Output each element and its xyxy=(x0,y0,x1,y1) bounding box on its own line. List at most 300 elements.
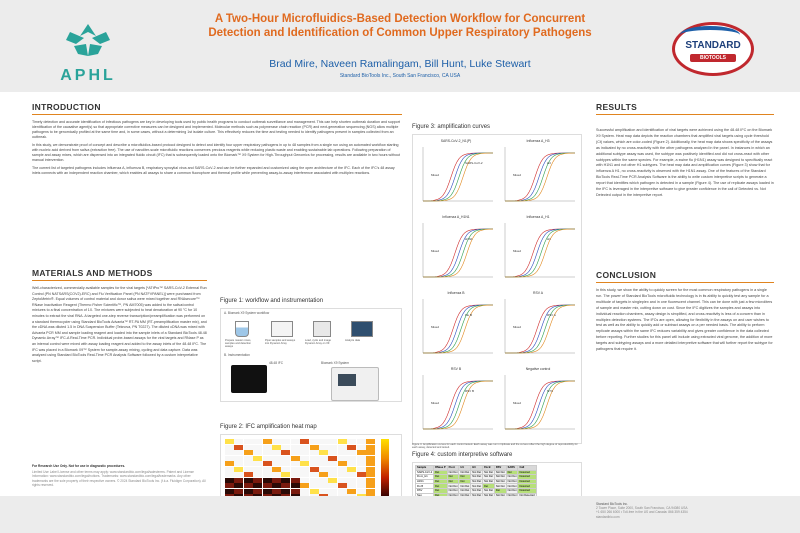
heatmap-cell xyxy=(272,478,281,483)
heatmap-cell xyxy=(338,483,347,488)
heatmap-cell xyxy=(272,456,281,461)
heatmap-cell xyxy=(328,489,337,494)
amplification-curve xyxy=(423,305,493,353)
heatmap-cell xyxy=(291,489,300,494)
table-cell: Not Det xyxy=(472,489,482,493)
table-cell: Not Det xyxy=(495,480,505,484)
introduction-p3: The current list of targeted pathogens includes influenza A, influenza B, respiratory syncytial virus and SARS-CoV-2 and can be further expanded and customized using the open architecture of the IFC. Each of the IFC's 48 assay inlets connects with an independent reaction chamber, which enables all assays to share a common fluorophore and thermal profile while preventing assay-to-assay interference associated with multiplex reactions. xyxy=(32,166,395,175)
heatmap-cell xyxy=(281,478,290,483)
heatmap-cell xyxy=(253,472,262,477)
heatmap-legend xyxy=(381,439,389,497)
heatmap-cell xyxy=(291,445,300,450)
table-header-cell: H3 xyxy=(471,466,483,471)
heatmap-cell xyxy=(300,478,309,483)
amplification-curve xyxy=(505,305,575,353)
heatmap-cell xyxy=(281,461,290,466)
amplification-curve xyxy=(505,305,575,353)
biomark-x9-system xyxy=(331,367,379,401)
heatmap-cell xyxy=(253,467,262,472)
heatmap-cell xyxy=(281,483,290,488)
heatmap-cell xyxy=(234,450,243,455)
curve-label: NTC xyxy=(547,389,554,393)
heatmap-cell xyxy=(225,445,234,450)
table-cell: Flu B xyxy=(416,484,434,489)
heatmap-cell xyxy=(328,467,337,472)
curve-plot xyxy=(417,295,495,357)
heatmap-cell xyxy=(291,478,300,483)
heatmap-cell xyxy=(291,456,300,461)
heatmap-cell xyxy=(244,439,253,444)
table-cell: Detected xyxy=(518,488,536,493)
heatmap-cell xyxy=(347,450,356,455)
heatmap-cell xyxy=(328,478,337,483)
table-cell: Flu A_H1 xyxy=(416,475,434,480)
curve-plot xyxy=(499,371,577,433)
heatmap-cell xyxy=(234,445,243,450)
table-cell: Det xyxy=(494,488,506,493)
heatmap-cell xyxy=(310,450,319,455)
results-rule xyxy=(596,114,774,115)
figure3-curves xyxy=(412,134,582,444)
curve-panel xyxy=(417,215,495,287)
heatmap-cell xyxy=(328,461,337,466)
heatmap-cell xyxy=(234,478,243,483)
heatmap-cell xyxy=(281,456,290,461)
amplification-curve xyxy=(423,229,493,277)
heatmap-cell xyxy=(338,456,347,461)
heatmap-cell xyxy=(244,478,253,483)
heatmap-cell xyxy=(347,439,356,444)
heatmap-cell xyxy=(357,456,366,461)
heatmap-cell xyxy=(263,461,272,466)
aphl-emblem-icon xyxy=(58,22,118,62)
logo-text: STANDARD xyxy=(685,40,741,51)
results-p1: Successful amplification and identification of viral targets were achieved using the 48.48 IFC on the Biomark X9 System. Heat map data depicts the reaction chambers that amplified viral targets using cycle threshold (Ct) values, which are color-coded (Figure 2). Additionally, the heat map data shows specificity of the assays as indicated by no cross-reactivity with the other pathogens analyzed in the panel. In instances in which an additional subtype assay was used, the subtype was positively identified and did not cross-react with other subtypes within the same species. For example, a swine flu (H1N1) assay was designed to specifically react with H1N1 and not other H1 subtypes. The heat map data and amplification curves (Figure 3) show that for influenza A H1, no cross-reactivity is observed with the H1N1 assay. One of the features of the Standard BioTools Real-Time PCR Analysis Software is the ability to write custom interpretive scripts to generate a report that identifies which pathogen is detected in a sample (Figure 4). The use of replicate assays loaded in the IFC is leveraged in the interpretive software to give greater confidence in the call of Detected vs. Not Detected output in the interpretive report. xyxy=(596,128,774,197)
heatmap-cell xyxy=(310,439,319,444)
introduction-p2: In this study, we demonstrate proof of concept and describe a microfluidics-based protocol designed to detect and identify four upper respiratory pathogens in up to 48 samples from a single run using an automated workflow starting with nucleic acid derived from saliva (extraction free). The use of nanoliter-scale microfluidic reactions conserves precious reagents while reducing plastic waste and enabling sustainable lab operations. Following preparation of sample and assay mixes, which are dispensed into an integrated fluidic circuit (IFC) that is subsequently loaded onto the Biomark™ X9 System for High-Throughput Genomics for processing, results are available in two hours without manual intervention. xyxy=(32,143,400,162)
heatmap-cell xyxy=(357,478,366,483)
heatmap-cell xyxy=(253,450,262,455)
curve-panel-title: Influenza B xyxy=(447,291,465,295)
table-cell: Not Det xyxy=(507,475,517,479)
amplification-curve xyxy=(423,229,493,277)
curve-label: SARS-CoV-2 xyxy=(465,161,483,165)
ruo-notice: For Research Use Only. Not for use in diagnostic procedures. xyxy=(32,464,126,468)
table-cell: Not Det xyxy=(460,484,470,488)
heatmap-cell xyxy=(263,478,272,483)
table-cell: Det xyxy=(434,484,448,489)
table-cell: Det xyxy=(434,479,448,484)
table-cell: Det xyxy=(434,475,448,480)
table-cell: Detected xyxy=(518,470,536,475)
heatmap-cell xyxy=(328,483,337,488)
table-cell: Detected xyxy=(518,484,536,489)
table-cell: Not Det xyxy=(484,489,493,493)
heatmap-cell xyxy=(319,445,328,450)
table-header-cell: RNase P xyxy=(435,466,446,470)
heatmap-cell xyxy=(319,461,328,466)
heatmap-cell xyxy=(357,439,366,444)
figure2-title: Figure 2: IFC amplification heat map xyxy=(220,424,317,430)
curve-plot xyxy=(417,143,495,205)
heatmap-cell xyxy=(328,450,337,455)
conclusion-p1: In this study, we show the ability to quickly screen for the most common respiratory pathogens in a single run. The power of Standard BioTools microfluidic technology is in its ability to quickly test any sample for a multitude of targets in singleplex and in one fluorescent channel. This can be done with just a few microliters of sample and master mix, cutting down on cost. Since the IFC digitizes the samples and assays into individual reaction chambers, assay design is simplified, and cross-reactivity is less of a concern than in multiplex detection systems. The IFCs are open, allowing for flexibility in the assays on and user wishes to test as well as the ability to quickly add or subtract assays on a per needed basis. The ability to perform replicate assays within the same IFC reduces variability and gives greater confidence in the data collected before reporting. Further studies for this panel will include using extracted viral genome, the addition of more targets and subtyping assays and a more detailed interpretive software that will further report the subtype for pathogens that require it. xyxy=(596,288,773,352)
company-phone: +1 650 266 6000 • Toll-free in the US and Canada: 866 359 4354 xyxy=(596,510,688,515)
heatmap-cell xyxy=(253,489,262,494)
heatmap-cell xyxy=(319,450,328,455)
heatmap-cell xyxy=(366,456,375,461)
heatmap-cell xyxy=(300,489,309,494)
heatmap-cell xyxy=(234,489,243,494)
heatmap-cell xyxy=(272,450,281,455)
standard-biotools-logo xyxy=(672,22,752,74)
methods-heading: MATERIALS AND METHODS xyxy=(32,268,153,278)
heatmap-cell xyxy=(272,445,281,450)
heatmap-cell xyxy=(300,456,309,461)
heatmap-cell xyxy=(310,456,319,461)
footer-right xyxy=(596,502,774,519)
logo-subtext: BIOTOOLS xyxy=(690,54,736,62)
curve-label: H3 xyxy=(547,161,551,165)
table-cell: Not Det xyxy=(484,480,493,484)
heatmap-cell xyxy=(319,489,328,494)
heatmap-cell xyxy=(338,461,347,466)
amplification-curve xyxy=(505,305,575,353)
heatmap-cell xyxy=(234,467,243,472)
figure1-title: Figure 1: workflow and instrumentation xyxy=(220,298,324,304)
heatmap-cell xyxy=(244,445,253,450)
table-header-cell: Sample xyxy=(416,466,434,471)
title-line-1: A Two-Hour Microfluidics-Based Detection Workflow for Concurrent xyxy=(214,13,586,25)
interpretive-table xyxy=(415,465,537,498)
heatmap-cell xyxy=(263,467,272,472)
heatmap-cell xyxy=(234,483,243,488)
heatmap-cell xyxy=(253,439,262,444)
table-cell: SARS-CoV-2 xyxy=(417,470,433,474)
heatmap-cell xyxy=(310,489,319,494)
heatmap-cell xyxy=(225,467,234,472)
heatmap-cell xyxy=(263,445,272,450)
table-cell: Det xyxy=(459,475,471,480)
introduction-p1: Timely detection and accurate identification of infectious pathogens are key in developing tools used by public health programs to conduct outbreak surveillance and management. This can help shorten outbreak duration and support identification of the causative agent(s) so that appropriate corrective measures can be designed and implemented. Molecular methods such as polymerase chain reaction (PCR) and next-generation sequencing (NGS) allow multiple pathogens to be genomically profiled at the same time and, in some cases, without a determining 1st isolate culture. This effectively reduces the time and testing needed to identify pathogens present in samples collected from an outbreak. xyxy=(32,120,400,139)
amplification-curve xyxy=(505,381,575,429)
heatmap-cell xyxy=(281,439,290,444)
heatmap-cell xyxy=(291,483,300,488)
heatmap-cell xyxy=(357,445,366,450)
table-cell: Det xyxy=(483,484,495,489)
heatmap-cell xyxy=(310,472,319,477)
heatmap-cell xyxy=(225,461,234,466)
table-header-cell: Flu A xyxy=(447,466,459,471)
heatmap-cell xyxy=(328,439,337,444)
figure1-panel xyxy=(220,308,402,402)
heatmap-cell xyxy=(253,461,262,466)
curve-panel xyxy=(499,367,577,439)
table-cell: Not Det xyxy=(507,489,517,493)
heatmap-cell xyxy=(347,478,356,483)
curve-panel xyxy=(499,139,577,211)
heatmap-cell xyxy=(310,483,319,488)
methods-p1: Well-characterized, commercially available samples for the viral targets [*ATtPro™ SARS-CoV-2 External Run Control (PN NATSARS(COV2)-ERC) and Flu Verification Panel (PN NATFVPANEL)] were purchased from ZeptoMetrix®. Equal volumes of control material and donor saliva were mixed together and RNAsecure™ RNase Inactivation Reagent (Thermo Fisher Scientific™, PN AM7005) was added to the saliva/control mixtures to a final concentration of 1X. The mixtures were subjected to heat denaturation at 90 °C for 10 minutes to extract the viral RNA. A targeted one-step reverse transcription/preamplification was performed on a standard thermocycler using Standard BioTools Advanta™ RT-PA MM (RT-preamplification master mix), and the cDNA was diluted 1.5 in DNA Suspension Buffer (Teknova, PN T0227). The diluted cDNA was mixed with Advanta PCR MM and sample loading reagent and loaded into the sample inlets of a Standard BioTools 48.48 Dynamic Array™ IFC-A Real-Time PCR. Individual probe-based assays for the viral targets and RNase P as an internal control were mixed with assay loading reagent and added to the assay inlets of the 48.48 IFC. The IFC was placed in a Biomark X9™ System for sample-assay mixing, cycling and data capture. Data was analyzed using Standard BioTools Real-Time PCR Analysis Software followed by a custom interpretative script. xyxy=(32,286,207,363)
ifc-chip xyxy=(231,365,267,393)
table-header-cell: RSV xyxy=(494,466,506,471)
heatmap-cell xyxy=(291,450,300,455)
heatmap-cell xyxy=(244,461,253,466)
conclusion-rule xyxy=(596,282,774,283)
heatmap-cell xyxy=(300,445,309,450)
curve-plot xyxy=(499,143,577,205)
workflow-step-1: Prepare master mixes, samples and detection assays xyxy=(225,321,259,349)
heatmap-cell xyxy=(244,450,253,455)
heatmap-cell xyxy=(300,467,309,472)
table-cell: Det xyxy=(506,470,518,475)
introduction-text xyxy=(32,120,402,176)
heatmap-cell xyxy=(338,445,347,450)
heatmap-cell xyxy=(357,450,366,455)
heatmap-cell xyxy=(310,467,319,472)
heatmap-cell xyxy=(281,450,290,455)
heatmap-cell xyxy=(357,472,366,477)
heatmap-cell xyxy=(338,467,347,472)
curve-label: H1 xyxy=(547,237,551,241)
heatmap-cell xyxy=(244,489,253,494)
ifc-label: 48.48 IFC xyxy=(269,361,283,365)
table-cell: Not Det xyxy=(448,470,458,474)
table-cell: Detected xyxy=(518,475,536,480)
heatmap-cell xyxy=(263,450,272,455)
curve-label: H1N1 xyxy=(465,237,473,241)
heatmap-cell xyxy=(357,489,366,494)
heatmap-cell xyxy=(338,439,347,444)
curve-label: Mixed xyxy=(431,173,440,177)
table-cell: Det xyxy=(447,479,459,484)
curve-panel-title: Negative control xyxy=(525,367,551,371)
pipette-icon xyxy=(271,321,293,337)
heatmap-cell xyxy=(272,472,281,477)
heatmap-cell xyxy=(319,439,328,444)
heatmap-cell xyxy=(347,472,356,477)
heatmap-cell xyxy=(328,472,337,477)
heatmap-cell xyxy=(300,483,309,488)
curve-label: RSV B xyxy=(465,389,475,393)
heatmap-cell xyxy=(234,472,243,477)
amplification-curve xyxy=(505,153,575,201)
heatmap-cell xyxy=(338,478,347,483)
aphl-logo-text: APHL xyxy=(60,67,116,84)
heatmap-cell xyxy=(338,450,347,455)
heatmap-cell xyxy=(281,445,290,450)
table-cell: Not Det xyxy=(472,475,482,479)
amplification-curve xyxy=(423,229,493,277)
curve-panel-title: SARS-CoV-2_N1(P) xyxy=(440,139,472,143)
heatmap-cell xyxy=(253,456,262,461)
table-cell: Not Det xyxy=(495,484,505,488)
curve-plot xyxy=(499,295,577,357)
table-cell: H1N1 xyxy=(416,479,434,484)
heatmap-cell xyxy=(357,461,366,466)
table-cell: Not Det xyxy=(448,489,458,493)
heatmap-cell xyxy=(319,472,328,477)
results-heading: RESULTS xyxy=(596,102,638,112)
heatmap-cell xyxy=(272,483,281,488)
table-cell: Detected xyxy=(518,479,536,484)
table-header-cell: Flu B xyxy=(483,466,495,471)
table-cell: Not Det xyxy=(448,484,458,488)
heatmap-cell xyxy=(244,467,253,472)
curve-label: Mixed xyxy=(513,325,522,329)
curve-label: Mixed xyxy=(431,249,440,253)
curve-panel-title: RSV A xyxy=(533,291,543,295)
figure4-title: Figure 4: custom interpretive software xyxy=(412,452,513,458)
heatmap-cell xyxy=(310,445,319,450)
curve-plot xyxy=(417,371,495,433)
heatmap-cell xyxy=(366,483,375,488)
heatmap-cell xyxy=(244,483,253,488)
heatmap-cell xyxy=(272,439,281,444)
curve-label: RSV A xyxy=(547,313,556,317)
table-cell: Not Det xyxy=(472,484,482,488)
authors: Brad Mire, Naveen Ramalingam, Bill Hunt, Luke Stewart xyxy=(269,58,531,70)
table-cell: Not Det xyxy=(460,470,470,474)
heatmap-cell xyxy=(291,467,300,472)
heatmap-cell xyxy=(272,461,281,466)
heatmap-cell xyxy=(347,489,356,494)
title-line-2: Detection and Identification of Common Upper Respiratory Pathogens xyxy=(208,27,592,39)
heatmap-cell xyxy=(225,489,234,494)
heatmap-cell xyxy=(357,467,366,472)
monitor-icon xyxy=(351,321,373,337)
heatmap-cell xyxy=(253,445,262,450)
table-cell: Det xyxy=(459,479,471,484)
heatmap-grid xyxy=(225,439,375,505)
heatmap-cell xyxy=(338,472,347,477)
legal-notice: Limited Use Label License and other terms may apply: www.standardbio.com/legal/salesterms. Patent and License Information: www.standardbio.com/legal/notices. Trademarks: www.standardbio.com/legal/trademarks. Any other trademarks are the sole property of their respective owners. © 2024 Standard BioTools Inc. (f.k.a. Fluidigm Corporation). All rights reserved. xyxy=(32,470,206,487)
heatmap-cell xyxy=(328,445,337,450)
heatmap-cell xyxy=(263,483,272,488)
heatmap-cell xyxy=(263,489,272,494)
heatmap-cell xyxy=(225,450,234,455)
curve-plot xyxy=(499,219,577,281)
poster-title xyxy=(170,12,630,40)
system-label: Biomark X9 System xyxy=(321,361,349,365)
heatmap-cell xyxy=(319,483,328,488)
curve-label: Mixed xyxy=(431,325,440,329)
table-cell: Det xyxy=(434,470,448,475)
table-cell: Not Det xyxy=(507,484,517,488)
company-address: 2 Tower Place, Suite 2000, South San Francisco, CA 94080 USA xyxy=(596,506,688,511)
table-cell: Det xyxy=(447,475,459,480)
heatmap-cell xyxy=(234,461,243,466)
heatmap-cell xyxy=(281,489,290,494)
table-header-cell: H1 xyxy=(459,466,471,471)
heatmap-cell xyxy=(263,439,272,444)
heatmap-cell xyxy=(253,483,262,488)
heatmap-cell xyxy=(310,461,319,466)
heatmap-cell xyxy=(244,456,253,461)
heatmap-cell xyxy=(366,439,375,444)
heatmap-cell xyxy=(366,472,375,477)
heatmap-cell xyxy=(328,456,337,461)
heatmap-cell xyxy=(263,456,272,461)
amplification-curve xyxy=(423,229,493,277)
conclusion-heading: CONCLUSION xyxy=(596,270,657,280)
curve-label: Flu B xyxy=(465,313,473,317)
heatmap-cell xyxy=(300,450,309,455)
heatmap-cell xyxy=(310,478,319,483)
table-cell: Not Det xyxy=(472,470,482,474)
curve-plot xyxy=(417,219,495,281)
aphl-logo xyxy=(58,22,118,84)
heatmap-cell xyxy=(225,439,234,444)
heatmap-cell xyxy=(300,439,309,444)
curve-panel xyxy=(417,367,495,439)
heatmap-cell xyxy=(225,472,234,477)
methods-rule xyxy=(32,280,207,281)
curve-label: Mixed xyxy=(431,401,440,405)
figure3-title: Figure 3: amplification curves xyxy=(412,124,491,130)
heatmap-cell xyxy=(281,472,290,477)
footer-left xyxy=(32,464,207,487)
instrument-icon xyxy=(313,321,331,337)
heatmap-cell xyxy=(272,489,281,494)
curve-panel xyxy=(499,215,577,287)
affiliation: Standard BioTools Inc., South San Francisco, CA USA xyxy=(339,73,461,79)
heatmap-cell xyxy=(225,478,234,483)
heatmap-cell xyxy=(234,456,243,461)
heatmap-cell xyxy=(347,483,356,488)
curve-label: Mixed xyxy=(513,401,522,405)
curve-label: Mixed xyxy=(513,173,522,177)
heatmap-cell xyxy=(263,472,272,477)
workflow-step-3: Load, cycle and image Dynamic Array on X9 xyxy=(305,321,339,345)
heatmap-cell xyxy=(281,467,290,472)
table-header-cell: SARS xyxy=(506,466,518,471)
amplification-curve xyxy=(423,381,493,429)
introduction-rule xyxy=(32,114,402,115)
heatmap-cell xyxy=(291,439,300,444)
table-cell: Det xyxy=(434,488,448,493)
heatmap-cell xyxy=(366,478,375,483)
table-cell: Not Det xyxy=(472,480,482,484)
heatmap-cell xyxy=(319,456,328,461)
heatmap-cell xyxy=(225,483,234,488)
table-cell: Not Det xyxy=(484,470,493,474)
table-cell: Not Det xyxy=(484,475,493,479)
heatmap-cell xyxy=(347,456,356,461)
heatmap-cell xyxy=(366,450,375,455)
curve-label: Mixed xyxy=(513,249,522,253)
heatmap-cell xyxy=(366,445,375,450)
table-cell: RSV xyxy=(416,488,434,493)
figure3-caption: Figure 3. Amplification curves for each control tested. Each assay was run in triplicate and the curves reflect the high degree of reproducibility for each assay, detected and tested. xyxy=(412,443,578,450)
table-cell: Not Det xyxy=(507,480,517,484)
curve-panel-title: Influenza A_H1 xyxy=(526,215,550,219)
heatmap-cell xyxy=(244,472,253,477)
company-name: Standard BioTools Inc. xyxy=(596,502,628,506)
table-cell: Not Det xyxy=(495,475,505,479)
company-web[interactable]: standardbio.com xyxy=(596,514,620,519)
heatmap-cell xyxy=(291,472,300,477)
figure1-panel-a-label: A. Biomark X9 System workflow xyxy=(224,311,270,315)
curve-panel xyxy=(417,139,495,211)
workflow-step-4: Analyze data xyxy=(345,321,379,342)
table-cell: Not Det xyxy=(495,470,505,474)
heatmap-cell xyxy=(300,472,309,477)
heatmap-cell xyxy=(234,439,243,444)
amplification-curve xyxy=(505,305,575,353)
heatmap-cell xyxy=(225,456,234,461)
table-cell: Not Det xyxy=(460,489,470,493)
